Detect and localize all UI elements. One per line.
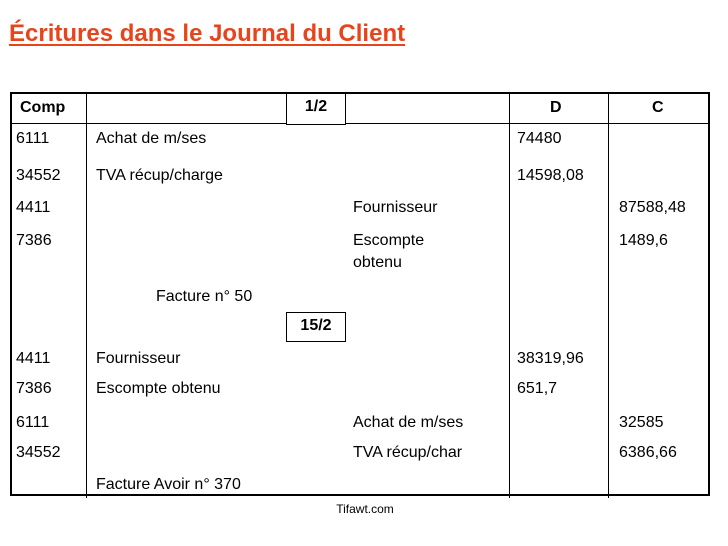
col-divider-labels [509, 94, 510, 498]
entry-label: TVA récup/char [353, 444, 463, 461]
entry-label: Achat de m/ses [96, 130, 207, 147]
header-debit: D [550, 99, 562, 116]
debit-amount: 651,7 [517, 380, 558, 397]
entry-label: TVA récup/charge [96, 167, 223, 184]
credit-amount: 32585 [619, 414, 664, 431]
debit-amount: 38319,96 [517, 350, 584, 367]
footer-source: Tifawt.com [336, 502, 394, 516]
col-divider-debit [608, 94, 609, 498]
col-divider-account [86, 94, 87, 498]
credit-amount: 6386,66 [619, 444, 677, 461]
date-box [286, 94, 346, 125]
debit-amount: 74480 [517, 130, 562, 147]
entry-label: Fournisseur [353, 199, 438, 216]
credit-amount: 1489,6 [619, 232, 668, 249]
debit-amount: 14598,08 [517, 167, 584, 184]
date-label: 15/2 [300, 317, 332, 334]
entry-label: Escompte obtenu [96, 380, 221, 397]
date-box [286, 312, 346, 342]
journal-table [10, 92, 710, 496]
header-account: Comp [20, 99, 66, 116]
account-code: 7386 [16, 380, 52, 397]
entry-label: Achat de m/ses [353, 414, 464, 431]
date-label: 1/2 [304, 98, 328, 115]
header-credit: C [652, 99, 664, 116]
account-code: 4411 [16, 199, 51, 216]
header-divider [12, 123, 708, 124]
entry-label: Escompte [353, 232, 425, 249]
page-title: Écritures dans le Journal du Client [9, 20, 406, 47]
account-code: 34552 [16, 167, 61, 184]
entry-label: Fournisseur [96, 350, 181, 367]
account-code: 6111 [16, 414, 50, 431]
account-code: 34552 [16, 444, 61, 461]
account-code: 7386 [16, 232, 52, 249]
account-code: 6111 [16, 130, 50, 147]
invoice-reference: Facture n° 50 [156, 288, 253, 305]
invoice-reference: Facture Avoir n° 370 [96, 476, 241, 493]
entry-label: obtenu [353, 254, 402, 271]
account-code: 4411 [16, 350, 51, 367]
credit-amount: 87588,48 [619, 199, 686, 216]
